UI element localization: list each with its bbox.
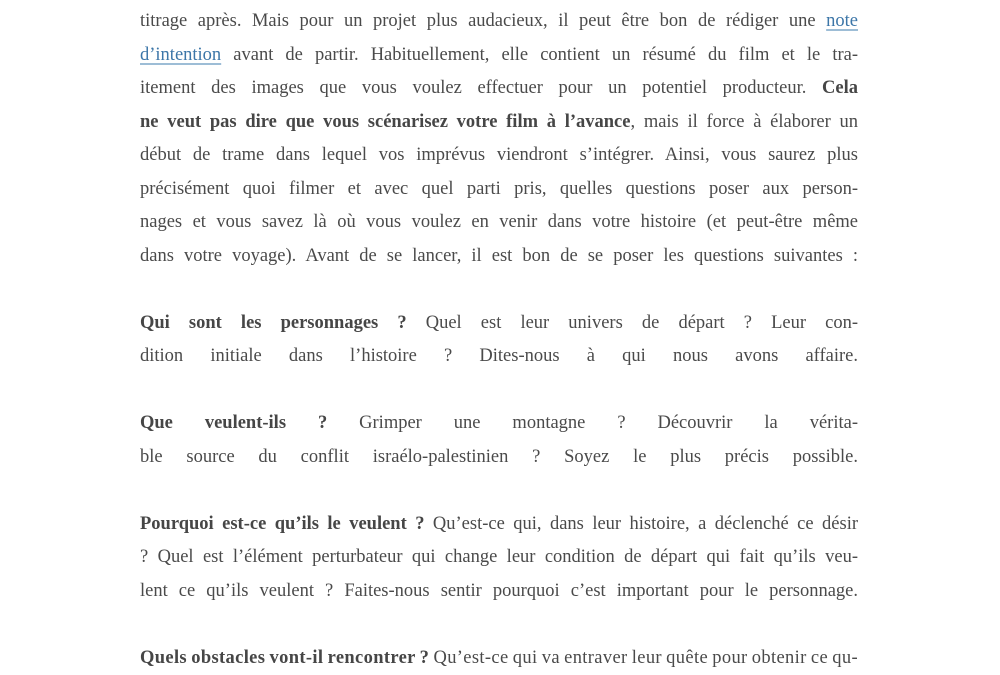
- bold-run: Cela: [822, 78, 858, 98]
- text-line: [140, 340, 858, 374]
- text-run: , mais il force à élaborer un: [630, 112, 858, 132]
- text-line: [140, 206, 858, 240]
- bold-run: Pourquoi est-ce qu’ils le veulent ?: [140, 514, 424, 534]
- bold-run: Que veulent-ils ?: [140, 413, 327, 433]
- bold-run: Quels obstacles vont-il rencontrer ?: [140, 648, 429, 668]
- text-line: [140, 240, 858, 274]
- text-run: précisément quoi filmer et avec quel parti pris, quelles questions poser aux person-: [140, 179, 858, 199]
- text-run: dition initiale dans l’histoire ? Dites-nous à qui nous avons affaire.: [140, 346, 858, 366]
- text-line: [140, 575, 858, 609]
- text-line: [140, 39, 858, 73]
- text-line: [140, 5, 858, 39]
- paragraph-question-personnages: [140, 307, 858, 374]
- text-line: [140, 307, 858, 341]
- text-line: [140, 173, 858, 207]
- text-run: Quel est leur univers de départ ? Leur con-: [407, 313, 858, 333]
- text-line: [140, 541, 858, 575]
- paragraph-question-veulent: [140, 407, 858, 474]
- text-line: [140, 508, 858, 542]
- text-run: lent ce qu’ils veulent ? Faites-nous sentir pourquoi c’est important pour le personnage.: [140, 581, 858, 601]
- paragraph-question-pourquoi: [140, 508, 858, 609]
- text-run: ? Quel est l’élément perturbateur qui change leur condition de départ qui fait qu’ils veu-: [140, 547, 858, 567]
- text-run: nages et vous savez là où vous voulez en venir dans votre histoire (et peut-être même: [140, 212, 858, 232]
- text-run: début de trame dans lequel vos imprévus viendront s’intégrer. Ainsi, vous saurez plus: [140, 145, 858, 165]
- text-run: Grimper une montagne ? Découvrir la vérita-: [327, 413, 858, 433]
- text-run: titrage après. Mais pour un projet plus audacieux, il peut être bon de rédiger une: [140, 11, 826, 31]
- text-run: itement des images que vous voulez effectuer pour un potentiel producteur.: [140, 78, 822, 98]
- bold-run: ne veut pas dire que vous scénarisez votre film à l’avance: [140, 112, 630, 132]
- text-line: [140, 72, 858, 106]
- text-line: [140, 441, 858, 475]
- note-intention-link[interactable]: note: [826, 11, 858, 31]
- text-run: Qu’est-ce qui va entraver leur quête pour obtenir ce qu-: [429, 648, 858, 668]
- bold-run: Qui sont les personnages ?: [140, 313, 407, 333]
- article-body: [140, 5, 858, 675]
- note-intention-link[interactable]: d’intention: [140, 45, 221, 65]
- text-run: dans votre voyage). Avant de se lancer, il est bon de se poser les questions suivantes :: [140, 246, 858, 266]
- text-run: ble source du conflit israélo-palestinien ? Soyez le plus précis possible.: [140, 447, 858, 467]
- text-run: avant de partir. Habituellement, elle contient un résumé du film et le tra-: [221, 45, 858, 65]
- text-line: [140, 139, 858, 173]
- paragraph-intro: [140, 5, 858, 273]
- text-run: Qu’est-ce qui, dans leur histoire, a déclenché ce désir: [424, 514, 858, 534]
- text-line: [140, 106, 858, 140]
- text-line: [140, 407, 858, 441]
